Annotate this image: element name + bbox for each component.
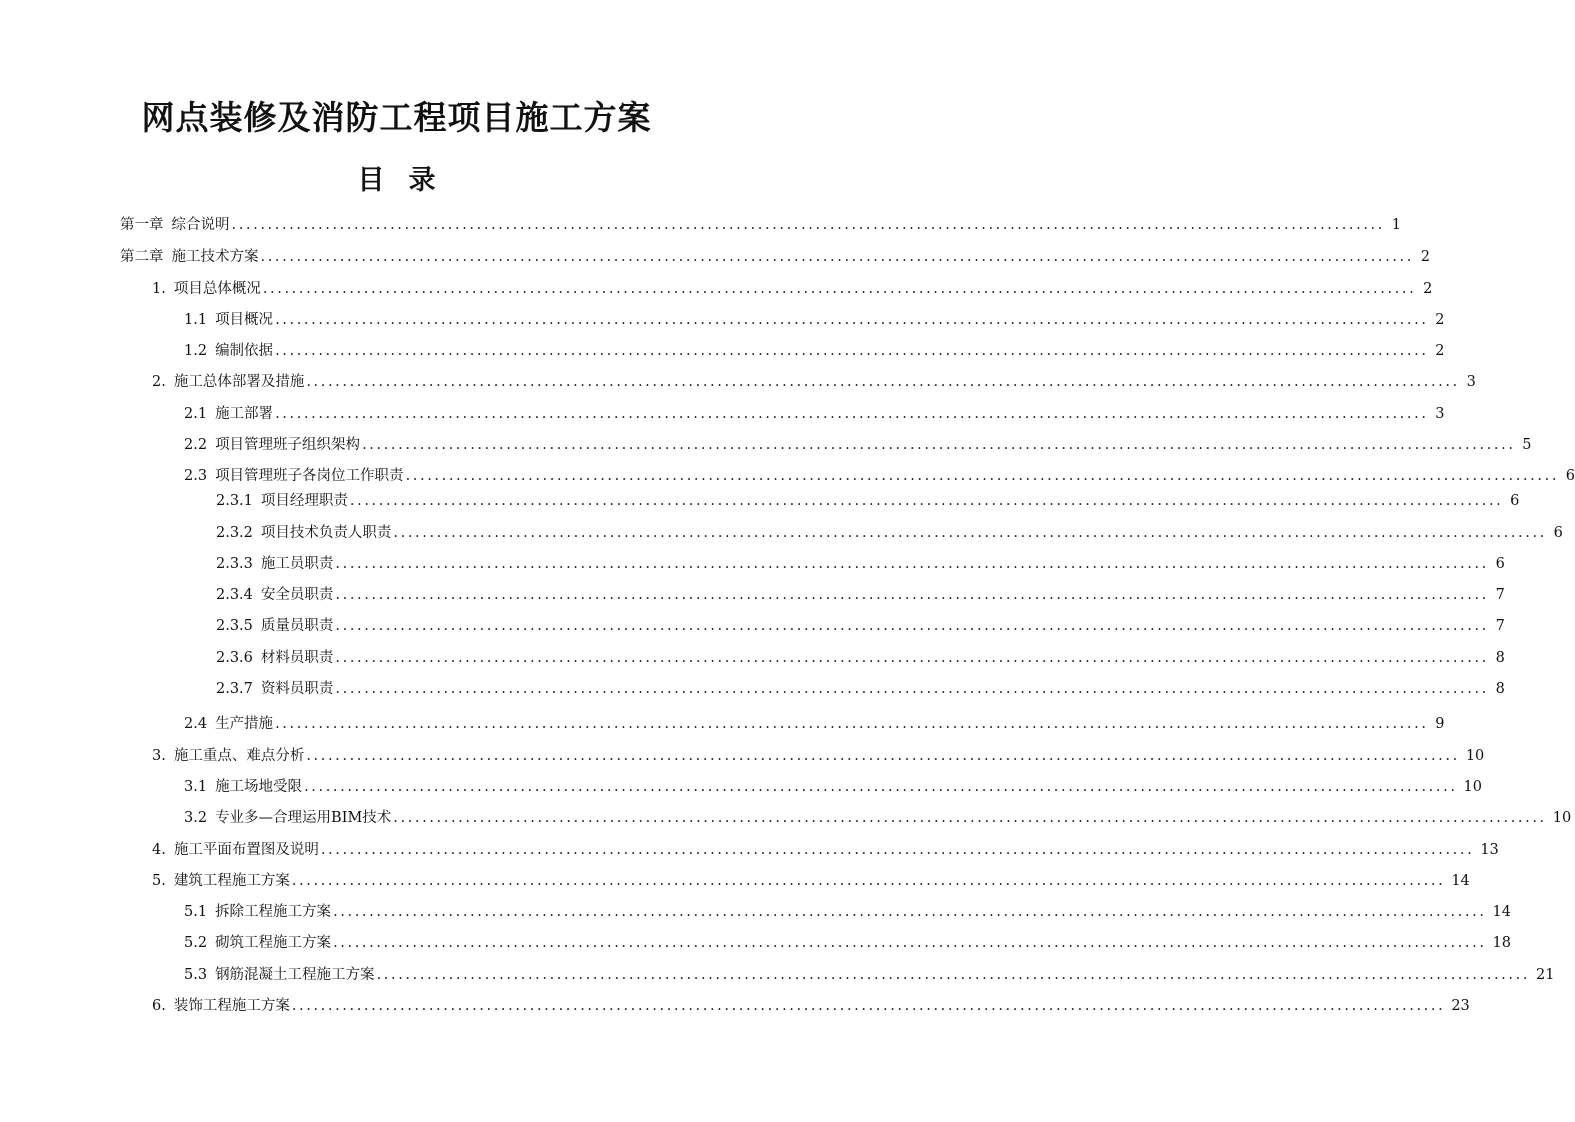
toc-entry-2-3-3[interactable] bbox=[216, 553, 1505, 575]
toc-entry-page: 6 bbox=[1495, 556, 1505, 572]
dot-leader: ................................................................................................................................................................ bbox=[231, 217, 1385, 233]
toc-entry-page: 8 bbox=[1495, 650, 1505, 666]
toc-entry-number: 6. bbox=[152, 998, 166, 1014]
toc-entry-number: 3. bbox=[152, 748, 166, 764]
dot-leader: ................................................................................................................................................................ bbox=[262, 281, 1417, 297]
toc-entry-3-1[interactable] bbox=[184, 776, 1482, 798]
toc-entry-2-3-1[interactable] bbox=[216, 490, 1520, 512]
toc-entry-2-3-5[interactable] bbox=[216, 615, 1505, 637]
toc-entry-number: 2.3.1 bbox=[216, 493, 253, 509]
toc-entry-title: 施工重点、难点分析 bbox=[173, 748, 305, 764]
toc-entry-title: 施工员职责 bbox=[260, 556, 334, 572]
toc-entry-number: 3.2 bbox=[184, 810, 208, 826]
toc-entry-1[interactable] bbox=[152, 278, 1433, 300]
toc-entry-2-3-7[interactable] bbox=[216, 678, 1505, 700]
toc-entry-title: 项目经理职责 bbox=[260, 493, 348, 509]
dot-leader: ................................................................................................................................................................ bbox=[260, 249, 1414, 265]
toc-entry-number: 3.1 bbox=[184, 779, 208, 795]
dot-leader: ................................................................................................................................................................ bbox=[333, 904, 1487, 920]
toc-entry-6[interactable] bbox=[152, 995, 1470, 1017]
toc-entry-2-2[interactable] bbox=[184, 434, 1532, 456]
toc-entry-page: 10 bbox=[1465, 748, 1485, 764]
toc-entry-number: 1. bbox=[152, 281, 166, 297]
toc-entry-number: 2.4 bbox=[184, 716, 208, 732]
toc-entry-number: 2.3.3 bbox=[216, 556, 253, 572]
dot-leader: ................................................................................................................................................................ bbox=[405, 468, 1560, 484]
toc-entry-chapter-2[interactable] bbox=[120, 246, 1430, 268]
toc-entry-5-3[interactable] bbox=[184, 964, 1555, 986]
dot-leader: ................................................................................................................................................................ bbox=[306, 374, 1460, 390]
toc-entry-2-3-6[interactable] bbox=[216, 647, 1505, 669]
toc-entry-title: 施工技术方案 bbox=[171, 249, 259, 265]
dot-leader: ................................................................................................................................................................ bbox=[349, 493, 1504, 509]
dot-leader: ................................................................................................................................................................ bbox=[335, 681, 1489, 697]
toc-entry-5-2[interactable] bbox=[184, 932, 1511, 954]
toc-entry-page: 2 bbox=[1420, 249, 1430, 265]
toc-entry-title: 项目总体概况 bbox=[173, 281, 261, 297]
toc-entry-5[interactable] bbox=[152, 870, 1470, 892]
toc-entry-title: 项目管理班子各岗位工作职责 bbox=[215, 468, 404, 484]
toc-entry-number: 第二章 bbox=[120, 249, 164, 265]
toc-entry-2[interactable] bbox=[152, 371, 1476, 393]
dot-leader: ................................................................................................................................................................ bbox=[362, 437, 1516, 453]
toc-entry-page: 2 bbox=[1435, 312, 1445, 328]
toc-entry-3[interactable] bbox=[152, 745, 1485, 767]
toc-entry-page: 23 bbox=[1451, 998, 1470, 1014]
toc-entry-2-3-4[interactable] bbox=[216, 584, 1505, 606]
toc-entry-title: 拆除工程施工方案 bbox=[215, 904, 332, 920]
dot-leader: ................................................................................................................................................................ bbox=[393, 810, 1547, 826]
toc-entry-title: 资料员职责 bbox=[260, 681, 334, 697]
toc-entry-page: 6 bbox=[1510, 493, 1520, 509]
toc-entry-title: 施工平面布置图及说明 bbox=[173, 842, 319, 858]
toc-entry-page: 21 bbox=[1536, 967, 1555, 983]
toc-entry-chapter-1[interactable] bbox=[120, 214, 1401, 236]
dot-leader: ................................................................................................................................................................ bbox=[320, 842, 1475, 858]
toc-entry-title: 钢筋混凝土工程施工方案 bbox=[215, 967, 375, 983]
toc-entry-page: 7 bbox=[1495, 587, 1505, 603]
toc-entry-number: 5. bbox=[152, 873, 166, 889]
toc-entry-title: 施工总体部署及措施 bbox=[173, 374, 305, 390]
dot-leader: ................................................................................................................................................................ bbox=[376, 967, 1531, 983]
toc-entry-2-3-2[interactable] bbox=[216, 522, 1563, 544]
toc-entry-number: 2.3.2 bbox=[216, 525, 253, 541]
toc-entry-title: 项目技术负责人职责 bbox=[260, 525, 392, 541]
toc-entry-number: 5.3 bbox=[184, 967, 208, 983]
toc-entry-page: 1 bbox=[1391, 217, 1401, 233]
toc-entry-page: 14 bbox=[1451, 873, 1470, 889]
toc-entry-1-1[interactable] bbox=[184, 309, 1445, 331]
toc-entry-page: 6 bbox=[1553, 525, 1563, 541]
toc-entry-1-2[interactable] bbox=[184, 340, 1445, 362]
dot-leader: ................................................................................................................................................................ bbox=[275, 716, 1429, 732]
dot-leader: ................................................................................................................................................................ bbox=[335, 618, 1489, 634]
toc-entry-title: 质量员职责 bbox=[260, 618, 334, 634]
dot-leader: ................................................................................................................................................................ bbox=[393, 525, 1547, 541]
toc-entry-3-2[interactable] bbox=[184, 807, 1572, 829]
toc-entry-title: 生产措施 bbox=[215, 716, 274, 732]
toc-entry-title: 材料员职责 bbox=[260, 650, 334, 666]
toc-entry-title: 综合说明 bbox=[171, 217, 230, 233]
toc-entry-title: 施工部署 bbox=[215, 406, 274, 422]
toc-entry-number: 2.1 bbox=[184, 406, 208, 422]
toc-entry-page: 3 bbox=[1435, 406, 1445, 422]
toc-entry-page: 2 bbox=[1423, 281, 1433, 297]
toc-entry-number: 1.2 bbox=[184, 343, 208, 359]
toc-entry-title: 项目概况 bbox=[215, 312, 274, 328]
toc-entry-page: 10 bbox=[1463, 779, 1482, 795]
toc-entry-2-3[interactable] bbox=[184, 465, 1575, 487]
dot-leader: ................................................................................................................................................................ bbox=[275, 406, 1429, 422]
toc-entry-page: 7 bbox=[1495, 618, 1505, 634]
toc-entry-number: 2.3.4 bbox=[216, 587, 253, 603]
toc-entry-title: 项目管理班子组织架构 bbox=[215, 437, 361, 453]
dot-leader: ................................................................................................................................................................ bbox=[275, 312, 1429, 328]
toc-entry-title: 施工场地受限 bbox=[215, 779, 303, 795]
toc-entry-number: 2.3.6 bbox=[216, 650, 253, 666]
toc-entry-page: 5 bbox=[1522, 437, 1532, 453]
toc-entry-number: 2.2 bbox=[184, 437, 208, 453]
toc-entry-5-1[interactable] bbox=[184, 901, 1511, 923]
dot-leader: ................................................................................................................................................................ bbox=[291, 998, 1446, 1014]
toc-entry-number: 2.3.5 bbox=[216, 618, 253, 634]
toc-entry-title: 建筑工程施工方案 bbox=[173, 873, 290, 889]
toc-entry-number: 2.3.7 bbox=[216, 681, 253, 697]
toc-entry-page: 8 bbox=[1495, 681, 1505, 697]
dot-leader: ................................................................................................................................................................ bbox=[291, 873, 1446, 889]
dot-leader: ................................................................................................................................................................ bbox=[304, 779, 1458, 795]
toc-entry-2-4[interactable] bbox=[184, 713, 1445, 735]
dot-leader: ................................................................................................................................................................ bbox=[306, 748, 1460, 764]
toc-entry-number: 2. bbox=[152, 374, 166, 390]
toc-entry-page: 6 bbox=[1565, 468, 1575, 484]
dot-leader: ................................................................................................................................................................ bbox=[333, 935, 1487, 951]
dot-leader: ................................................................................................................................................................ bbox=[335, 650, 1489, 666]
document-title: 网点装修及消防工程项目施工方案 bbox=[141, 98, 652, 137]
toc-entry-title: 砌筑工程施工方案 bbox=[215, 935, 332, 951]
toc-entry-title: 装饰工程施工方案 bbox=[173, 998, 290, 1014]
toc-entry-2-1[interactable] bbox=[184, 403, 1445, 425]
dot-leader: ................................................................................................................................................................ bbox=[335, 587, 1489, 603]
toc-entry-page: 9 bbox=[1435, 716, 1445, 732]
toc-entry-page: 14 bbox=[1492, 904, 1511, 920]
toc-entry-4[interactable] bbox=[152, 839, 1499, 861]
toc-heading: 目录 bbox=[357, 165, 460, 196]
toc-entry-title: 安全员职责 bbox=[260, 587, 334, 603]
toc-entry-page: 2 bbox=[1435, 343, 1445, 359]
toc-entry-title: 专业多—合理运用BIM技术 bbox=[215, 810, 392, 826]
toc-entry-page: 18 bbox=[1492, 935, 1511, 951]
toc-entry-number: 4. bbox=[152, 842, 166, 858]
toc-entry-page: 13 bbox=[1480, 842, 1499, 858]
dot-leader: ................................................................................................................................................................ bbox=[335, 556, 1489, 572]
toc-entry-number: 2.3 bbox=[184, 468, 208, 484]
toc-entry-page: 3 bbox=[1466, 374, 1476, 390]
toc-entry-page: 10 bbox=[1552, 810, 1572, 826]
dot-leader: ................................................................................................................................................................ bbox=[275, 343, 1429, 359]
toc-entry-number: 1.1 bbox=[184, 312, 208, 328]
toc-entry-number: 第一章 bbox=[120, 217, 164, 233]
toc-entry-title: 编制依据 bbox=[215, 343, 274, 359]
toc-entry-number: 5.1 bbox=[184, 904, 208, 920]
toc-entry-number: 5.2 bbox=[184, 935, 208, 951]
